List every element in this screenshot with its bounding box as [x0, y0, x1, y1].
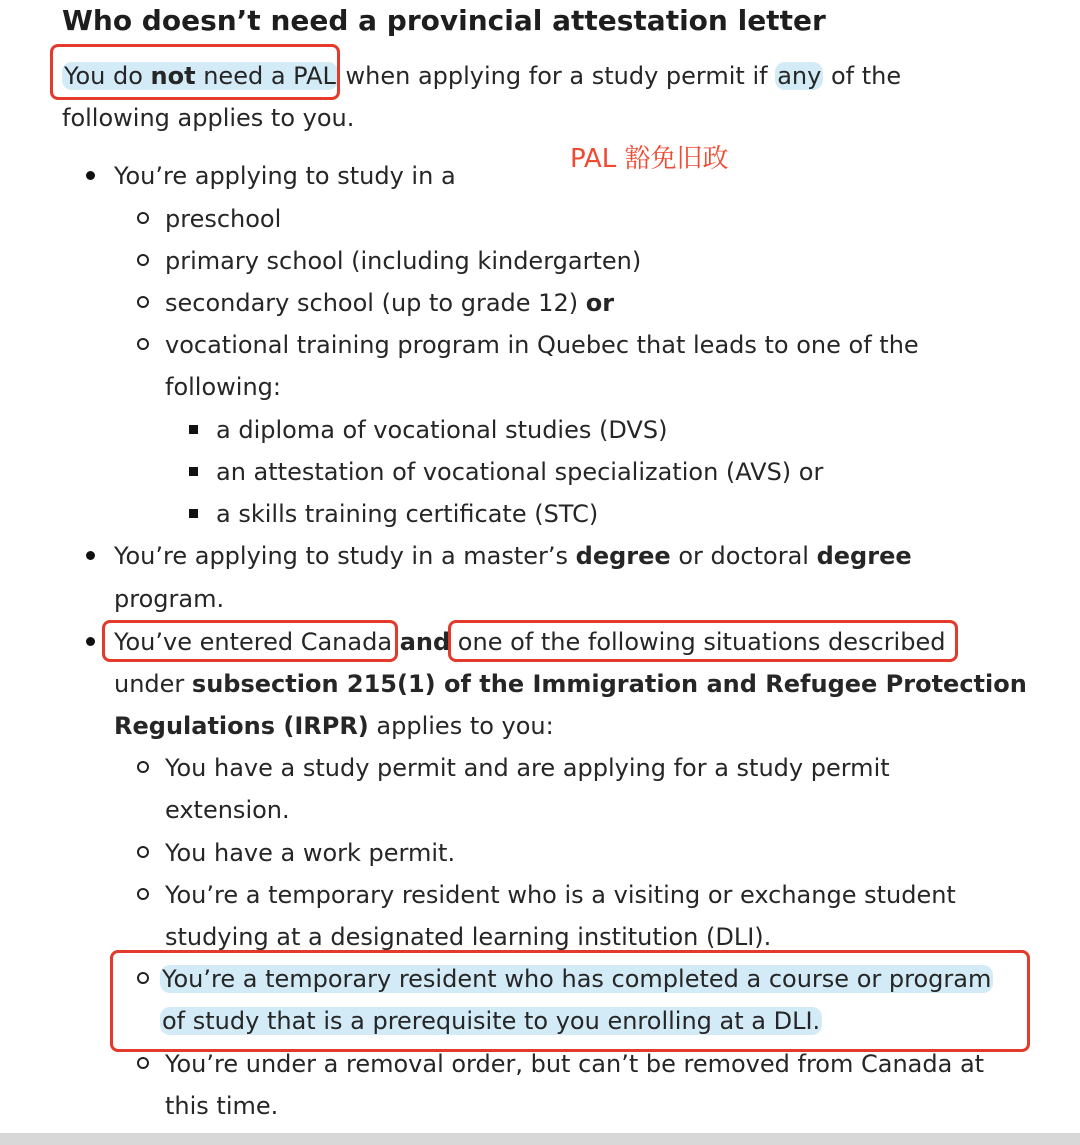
sub-item-study-permit-line-2: extension.	[165, 796, 290, 824]
list-item-level-study: You’re applying to study in a	[114, 162, 456, 190]
sub-item-removal-line-2: this time.	[165, 1092, 279, 1120]
sub-sub-item-avs: an attestation of vocational specialization (AVS) or	[216, 458, 824, 486]
bullet-dot	[86, 171, 95, 180]
highlight-any: any	[777, 62, 822, 90]
sub-bullet-circle	[137, 254, 149, 266]
sub-item-exchange-line-2: studying at a designated learning institution (DLI).	[165, 923, 772, 951]
section-heading: Who doesn’t need a provincial attestation letter	[62, 4, 826, 37]
sub-item-vocational-line-2: following:	[165, 373, 281, 401]
highlight-you-do-not-need-pal: You do not need a PAL	[64, 62, 336, 90]
sub-item-preschool: preschool	[165, 205, 282, 233]
red-annotation-box-situations	[448, 620, 958, 662]
sub-bullet-circle	[137, 296, 149, 308]
sub-item-exchange-line-1: You’re a temporary resident who is a visiting or exchange student	[165, 881, 956, 909]
intro-line-2: following applies to you.	[62, 104, 355, 132]
sub-item-removal-line-1: You’re under a removal order, but can’t be removed from Canada at	[165, 1050, 985, 1078]
bullet-dot	[86, 551, 95, 560]
red-annotation-box-entered-canada	[102, 620, 398, 662]
sub-bullet-circle	[137, 761, 149, 773]
intro-line-1: You do not need a PAL when applying for a study permit if any of the	[64, 62, 902, 90]
sub-item-prerequisite-line-1: You’re a temporary resident who has completed a course or program	[162, 965, 992, 993]
sub-item-vocational-line-1: vocational training program in Quebec that leads to one of the	[165, 331, 919, 359]
handwritten-annotation: PAL 豁免旧政	[570, 144, 729, 174]
list-item-graduate-line-1: You’re applying to study in a master’s degree or doctoral degree	[114, 542, 912, 570]
sub-bullet-circle	[137, 888, 149, 900]
sub-sub-bullet-square	[189, 467, 198, 476]
sub-item-primary: primary school (including kindergarten)	[165, 247, 642, 275]
sub-item-work-permit: You have a work permit.	[165, 839, 456, 867]
sub-item-secondary: secondary school (up to grade 12) or	[165, 289, 615, 317]
list-item-graduate-line-2: program.	[114, 585, 225, 613]
sub-sub-bullet-square	[189, 509, 198, 518]
sub-sub-item-dvs: a diploma of vocational studies (DVS)	[216, 416, 668, 444]
sub-sub-item-stc: a skills training certificate (STC)	[216, 500, 599, 528]
bullet-dot	[86, 637, 95, 646]
bottom-edge-shadow	[0, 1133, 1080, 1145]
sub-bullet-circle	[137, 212, 149, 224]
red-annotation-box-pal	[50, 44, 340, 100]
list-item-entered-line-2: under subsection 215(1) of the Immigration and Refugee Protection	[114, 670, 1027, 698]
sub-bullet-circle	[137, 338, 149, 350]
sub-bullet-circle	[137, 1057, 149, 1069]
sub-bullet-circle	[137, 846, 149, 858]
sub-item-study-permit-line-1: You have a study permit and are applying for a study permit	[165, 754, 890, 782]
red-annotation-box-prerequisite	[110, 950, 1030, 1052]
sub-item-prerequisite-line-2: of study that is a prerequisite to you enrolling at a DLI.	[162, 1007, 821, 1035]
sub-sub-bullet-square	[189, 425, 198, 434]
list-item-entered-line-3: Regulations (IRPR) applies to you:	[114, 712, 554, 740]
list-item-entered-line-1: You’ve entered Canada and one of the following situations described	[114, 628, 946, 656]
